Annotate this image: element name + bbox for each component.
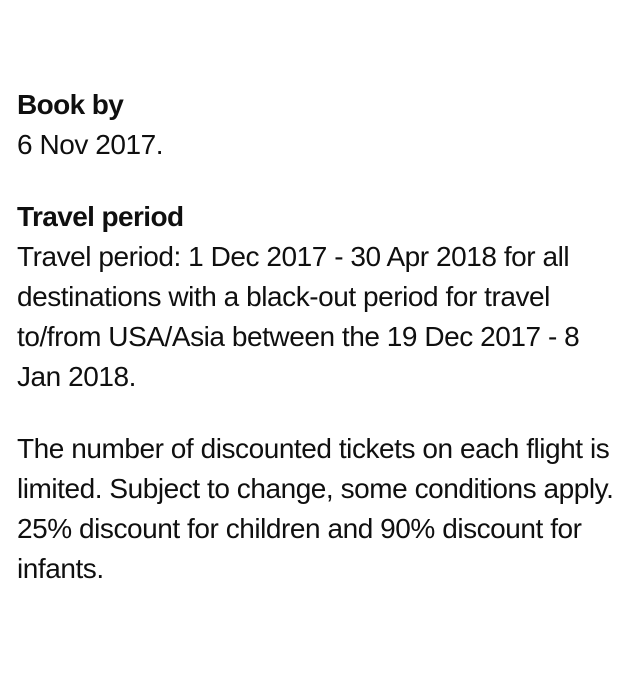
conditions-line: The number of discounted tickets on each flight is [17,433,610,464]
book-by-date-line: 6 Nov 2017. [17,129,164,160]
conditions-line: infants. [17,553,104,584]
section-book-by [17,85,624,165]
conditions-line: 25% discount for children and 90% discount for [17,513,582,544]
travel-period-line: Jan 2018. [17,361,136,392]
section-conditions [17,429,624,589]
travel-period-line: destinations with a black-out period for travel [17,281,550,312]
travel-period-line: Travel period: 1 Dec 2017 - 30 Apr 2018 for all [17,241,570,272]
conditions-line: limited. Subject to change, some conditions apply. [17,473,614,504]
travel-period-heading: Travel period [17,201,184,232]
book-by-heading: Book by [17,89,124,120]
travel-period-line: to/from USA/Asia between the 19 Dec 2017 - 8 [17,321,580,352]
section-travel-period [17,197,624,397]
